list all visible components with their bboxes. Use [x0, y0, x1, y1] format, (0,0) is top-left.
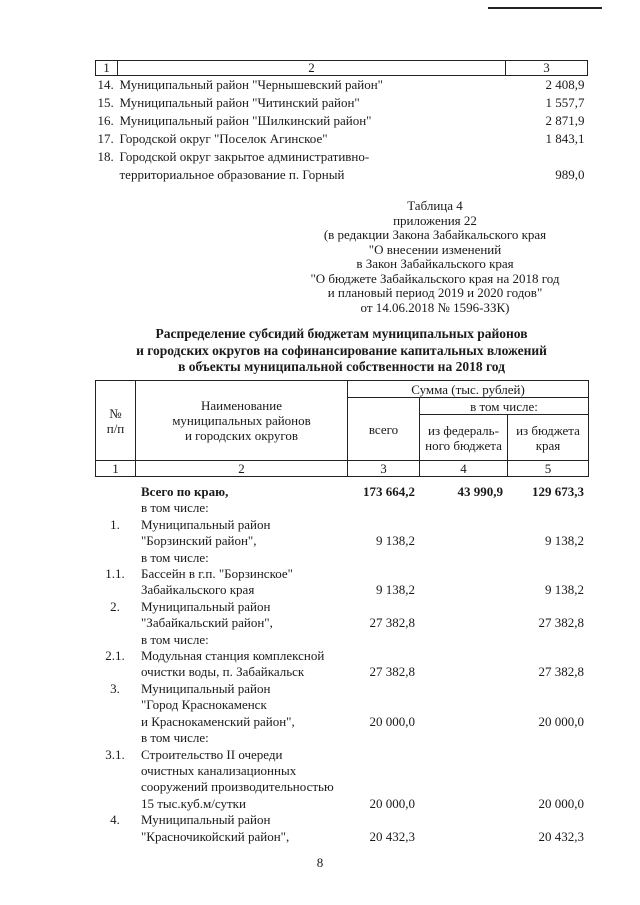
row-name: Муниципальный район "Город Краснокаменск и Краснокаменский район",	[141, 680, 295, 729]
caption-line: "О бюджете Забайкальского края на 2018 год	[310, 270, 560, 286]
table-row	[96, 112, 588, 130]
header-index: 5	[508, 461, 589, 477]
row-total	[347, 632, 419, 648]
header-cell: 1	[96, 61, 118, 76]
table-row	[95, 500, 588, 516]
table-row	[95, 484, 588, 500]
row-regional: 20 432,3	[538, 828, 584, 844]
caption-line: от 14.06.2018 № 1596-ЗЗК)	[360, 299, 510, 315]
header-index: 4	[420, 461, 508, 477]
caption-line: приложения 22	[393, 212, 477, 228]
row-total: 27 382,8	[369, 615, 415, 631]
caption-line: "О внесении изменений	[368, 241, 502, 257]
top-rule	[488, 7, 602, 9]
row-total: 20 432,3	[369, 828, 415, 844]
row-number: 18.	[97, 149, 114, 164]
header-regional: из бюджета края	[508, 415, 589, 461]
row-number: 2.	[110, 598, 120, 614]
row-number: 15.	[97, 95, 114, 110]
row-number	[95, 500, 135, 516]
row-federal	[419, 599, 507, 632]
row-name: в том числе:	[141, 500, 209, 516]
row-name: Строительство II очереди очистных канализационных сооружений производительностью 15 тыс.куб.м/сутки	[141, 746, 334, 811]
row-name: Муниципальный район "Чернышевский район"	[119, 77, 383, 92]
row-regional: 9 138,2	[545, 533, 584, 549]
row-name: в том числе:	[141, 730, 209, 746]
row-regional: 27 382,8	[538, 615, 584, 631]
row-federal	[419, 632, 507, 648]
row-number: 16.	[97, 113, 114, 128]
caption-line: и плановый период 2019 и 2020 годов"	[327, 285, 543, 300]
row-federal	[419, 812, 507, 845]
row-federal	[419, 648, 507, 681]
header-total: всего	[348, 398, 420, 461]
row-value: 989,0	[555, 167, 585, 182]
table-row	[95, 812, 588, 845]
row-name: в том числе:	[141, 549, 209, 565]
row-total: 9 138,2	[376, 582, 415, 598]
row-name: Муниципальный район "Борзинский район",	[141, 516, 271, 549]
row-regional: 9 138,2	[545, 582, 584, 598]
row-name: Бассейн в г.п. "Борзинское" Забайкальского края	[141, 566, 293, 598]
header-cell: 2	[118, 61, 506, 76]
row-regional: 27 382,8	[538, 664, 584, 680]
row-number: 1.1.	[105, 566, 125, 582]
row-name: Городской округ "Поселок Агинское"	[119, 131, 328, 146]
row-value: 1 843,1	[545, 131, 585, 146]
row-name: Городской округ закрытое административно- территориальное образование п. Горный	[119, 149, 370, 182]
header-cell: 3	[506, 61, 588, 76]
row-regional	[507, 500, 588, 516]
row-value: 1 557,7	[545, 95, 585, 110]
table-row	[95, 681, 588, 730]
row-name: Муниципальный район "Шилкинский район"	[119, 113, 372, 128]
title-line: Распределение субсидий бюджетам муниципальных районов	[155, 326, 528, 341]
row-regional: 20 000,0	[538, 713, 584, 729]
row-regional: 20 000,0	[538, 795, 584, 811]
row-total: 20 000,0	[369, 795, 415, 811]
caption-line: Таблица 4	[407, 198, 463, 213]
row-federal	[419, 566, 507, 599]
row-federal	[419, 730, 507, 746]
row-total	[347, 500, 419, 516]
row-number: 14.	[97, 77, 114, 92]
row-total: 27 382,8	[369, 664, 415, 680]
row-total	[347, 550, 419, 566]
page-number: 8	[316, 855, 324, 870]
continuation-table-header	[96, 61, 588, 76]
row-value: 2 408,9	[545, 77, 585, 92]
row-number: 2.1.	[105, 648, 125, 664]
row-regional	[507, 632, 588, 648]
row-federal	[419, 681, 507, 730]
header-federal: из федераль- ного бюджета	[420, 415, 508, 461]
table-row	[95, 517, 588, 550]
table-row	[96, 148, 588, 184]
table-row	[95, 747, 588, 813]
row-number	[95, 484, 135, 500]
header-including: в том числе:	[420, 398, 589, 415]
header-index: 1	[96, 461, 136, 477]
row-name: Муниципальный район "Забайкальский район",	[141, 598, 273, 631]
row-number: 4.	[110, 812, 120, 828]
caption-line: (в редакции Закона Забайкальского края	[323, 227, 547, 242]
row-number: 3.1.	[105, 746, 125, 762]
row-name: Муниципальный район "Красночикойский район",	[141, 812, 290, 844]
row-federal	[419, 747, 507, 813]
table-row	[96, 76, 588, 95]
row-regional	[507, 550, 588, 566]
row-name: Муниципальный район "Читинский район"	[119, 95, 360, 110]
document-title	[95, 326, 588, 376]
table-row	[96, 130, 588, 148]
header-num: № п/п	[96, 381, 136, 461]
title-line: в объекты муниципальной собственности на 2018 год	[178, 359, 505, 374]
header-name: Наименование муниципальных районов и городских округов	[136, 381, 348, 461]
table-caption	[300, 199, 570, 315]
row-name: Всего по краю,	[141, 484, 229, 499]
header-index: 3	[348, 461, 420, 477]
row-number	[95, 550, 135, 566]
row-federal	[419, 550, 507, 566]
row-name: Модульная станция комплексной очистки воды, п. Забайкальск	[141, 648, 325, 680]
header-sum: Сумма (тыс. рублей)	[348, 381, 589, 398]
table-row	[96, 94, 588, 112]
row-name: в том числе:	[141, 631, 209, 647]
row-federal	[419, 500, 507, 516]
header-index: 2	[136, 461, 348, 477]
row-regional: 129 673,3	[532, 484, 584, 499]
caption-line: в Закон Забайкальского края	[356, 256, 514, 271]
row-total: 20 000,0	[369, 713, 415, 729]
row-number: 1.	[110, 516, 120, 532]
row-federal	[419, 517, 507, 550]
title-line: и городских округов на софинансирование капитальных вложений	[136, 342, 547, 358]
row-number	[95, 730, 135, 746]
table-row	[95, 730, 588, 746]
continuation-table	[95, 60, 588, 184]
table-row	[95, 550, 588, 566]
row-total: 9 138,2	[376, 533, 415, 549]
table-row	[95, 648, 588, 681]
row-total: 173 664,2	[363, 484, 415, 499]
main-table-body	[95, 484, 588, 845]
row-regional	[507, 730, 588, 746]
row-federal: 43 990,9	[457, 484, 503, 499]
row-value: 2 871,9	[545, 113, 585, 128]
table-row	[95, 632, 588, 648]
row-number: 3.	[110, 680, 120, 696]
table-row	[95, 599, 588, 632]
table-row	[95, 566, 588, 599]
row-number: 17.	[97, 131, 114, 146]
row-total	[347, 730, 419, 746]
main-table-header	[95, 380, 589, 477]
row-number	[95, 632, 135, 648]
